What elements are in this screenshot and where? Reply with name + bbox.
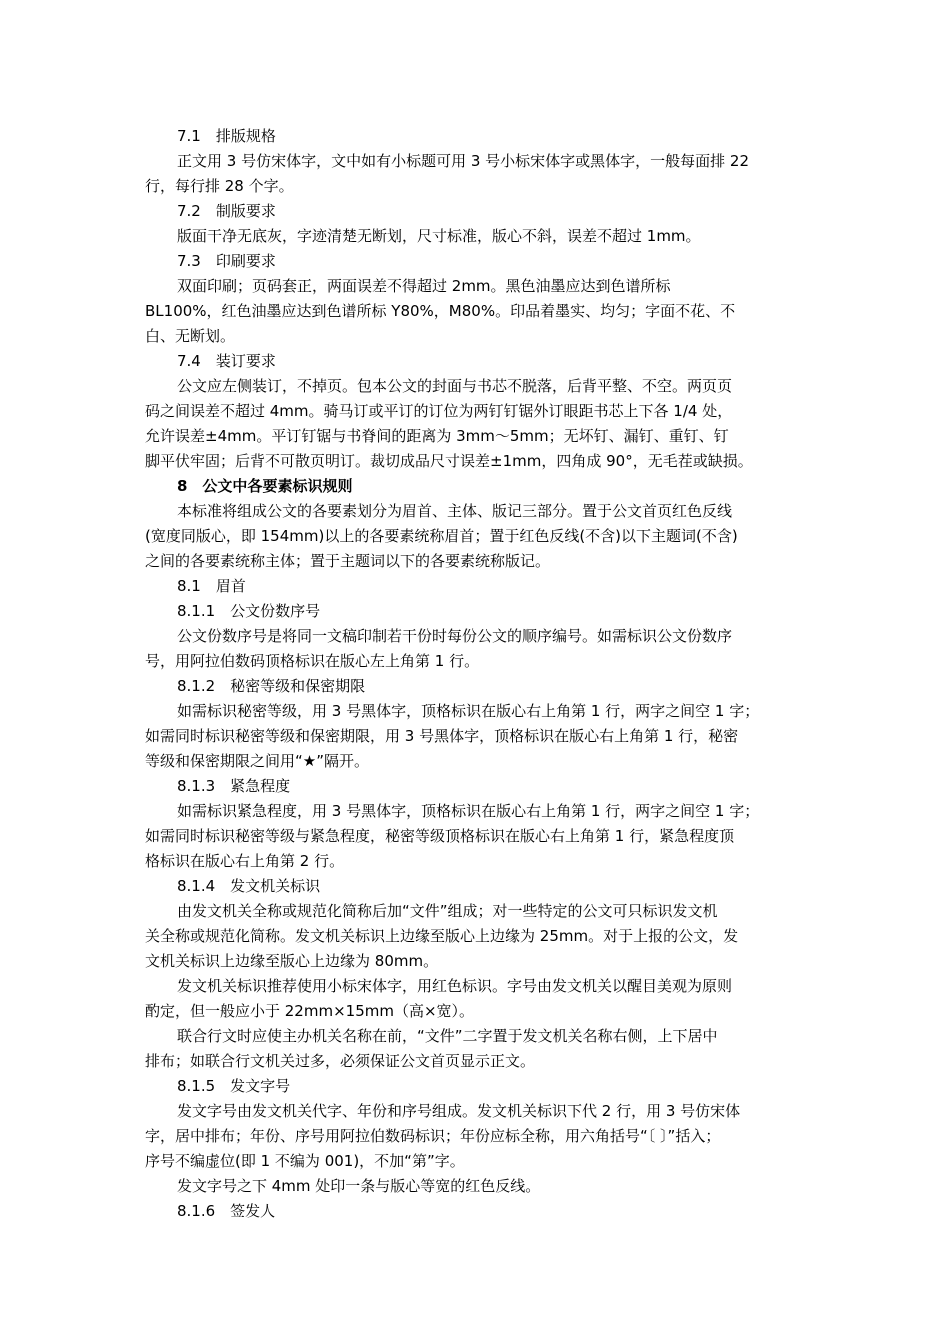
text-line: 字，居中排布；年份、序号用阿拉伯数码标识；年份应标全称，用六角括号“〔 〕”括入； [145,1127,721,1145]
text-line: BL100%，红色油墨应达到色谱所标 Y80%，M80%。印品着墨实、均匀；字面不花、不 [145,302,736,320]
text-line: 行，每行排 28 个字。 [145,177,294,195]
text-line: 发文字号由发文机关代字、年份和序号组成。发文机关标识下代 2 行，用 3 号仿宋体 [177,1102,741,1120]
text-line: 由发文机关全称或规范化简称后加“文件”组成；对一些特定的公文可只标识发文机 [177,902,718,920]
text-line: 正文用 3 号仿宋体字，文中如有小标题可用 3 号小标宋体字或黑体字，一般每面排 22 [177,152,750,170]
text-line: 之间的各要素统称主体；置于主题词以下的各要素统称版记。 [145,552,551,570]
section-heading: 8.1 眉首 [177,577,246,595]
section-heading: 8 公文中各要素标识规则 [177,477,353,495]
text-line: 号，用阿拉伯数码顶格标识在版心左上角第 1 行。 [145,652,480,670]
section-heading: 8.1.2 秘密等级和保密期限 [177,677,366,695]
text-line: 酌定，但一般应小于 22mm×15mm（高×宽）。 [145,1002,475,1020]
section-heading: 8.1.5 发文字号 [177,1077,291,1095]
text-line: 脚平伏牢固；后背不可散页明订。裁切成品尺寸误差±1mm，四角成 90°，无毛茬或缺损。 [145,452,753,470]
document-body [145,124,815,1224]
text-line: 公文应左侧装订，不掉页。包本公文的封面与书芯不脱落，后背平整、不空。两页页 [177,377,733,395]
section-heading: 8.1.6 签发人 [177,1202,276,1220]
section-heading: 7.4 装订要求 [177,352,276,370]
text-line: 如需同时标识秘密等级与紧急程度，秘密等级顶格标识在版心右上角第 1 行，紧急程度顶 [145,827,735,845]
text-line: 公文份数序号是将同一文稿印制若干份时每份公文的顺序编号。如需标识公文份数序 [177,627,733,645]
text-line: 双面印刷；页码套正，两面误差不得超过 2mm。黑色油墨应达到色谱所标 [177,277,671,295]
section-heading: 7.2 制版要求 [177,202,276,220]
text-line: 允许误差±4mm。平订钉锯与书脊间的距离为 3mm～5mm；无坏钉、漏钉、重钉、钉 [145,427,729,445]
text-line: 如需标识紧急程度，用 3 号黑体字，顶格标识在版心右上角第 1 行，两字之间空 1 字； [177,802,760,820]
section-heading: 8.1.1 公文份数序号 [177,602,321,620]
text-line: 白、无断划。 [145,327,236,345]
text-line: 排布；如联合行文机关过多，必须保证公文首页显示正文。 [145,1052,536,1070]
text-line: 版面干净无底灰，字迹清楚无断划，尺寸标准，版心不斜，误差不超过 1mm。 [177,227,701,245]
text-line: 发文字号之下 4mm 处印一条与版心等宽的红色反线。 [177,1177,541,1195]
text-line: 联合行文时应使主办机关名称在前，“文件”二字置于发文机关名称右侧，上下居中 [177,1027,718,1045]
text-line: 本标准将组成公文的各要素划分为眉首、主体、版记三部分。置于公文首页红色反线 [177,502,733,520]
text-line: 文机关标识上边缘至版心上边缘为 80mm。 [145,952,439,970]
text-line: 码之间误差不超过 4mm。骑马订或平订的订位为两钉钉锯外订眼距书芯上下各 1/4 处， [145,402,733,420]
text-line: 序号不编虚位(即 1 不编为 001)，不加“第”字。 [145,1152,465,1170]
text-line: 等级和保密期限之间用“★”隔开。 [145,752,369,770]
section-heading: 7.1 排版规格 [177,127,276,145]
text-line: (宽度同版心，即 154mm)以上的各要素统称眉首；置于红色反线(不含)以下主题词(不含) [145,527,738,545]
text-line: 如需同时标识秘密等级和保密期限，用 3 号黑体字，顶格标识在版心右上角第 1 行，秘密 [145,727,739,745]
text-line: 如需标识秘密等级，用 3 号黑体字，顶格标识在版心右上角第 1 行，两字之间空 1 字； [177,702,760,720]
text-line: 格标识在版心右上角第 2 行。 [145,852,345,870]
section-heading: 8.1.3 紧急程度 [177,777,291,795]
text-line: 发文机关标识推荐使用小标宋体字，用红色标识。字号由发文机关以醒目美观为原则 [177,977,733,995]
text-line: 关全称或规范化简称。发文机关标识上边缘至版心上边缘为 25mm。对于上报的公文，发 [145,927,739,945]
section-heading: 8.1.4 发文机关标识 [177,877,321,895]
section-heading: 7.3 印刷要求 [177,252,276,270]
